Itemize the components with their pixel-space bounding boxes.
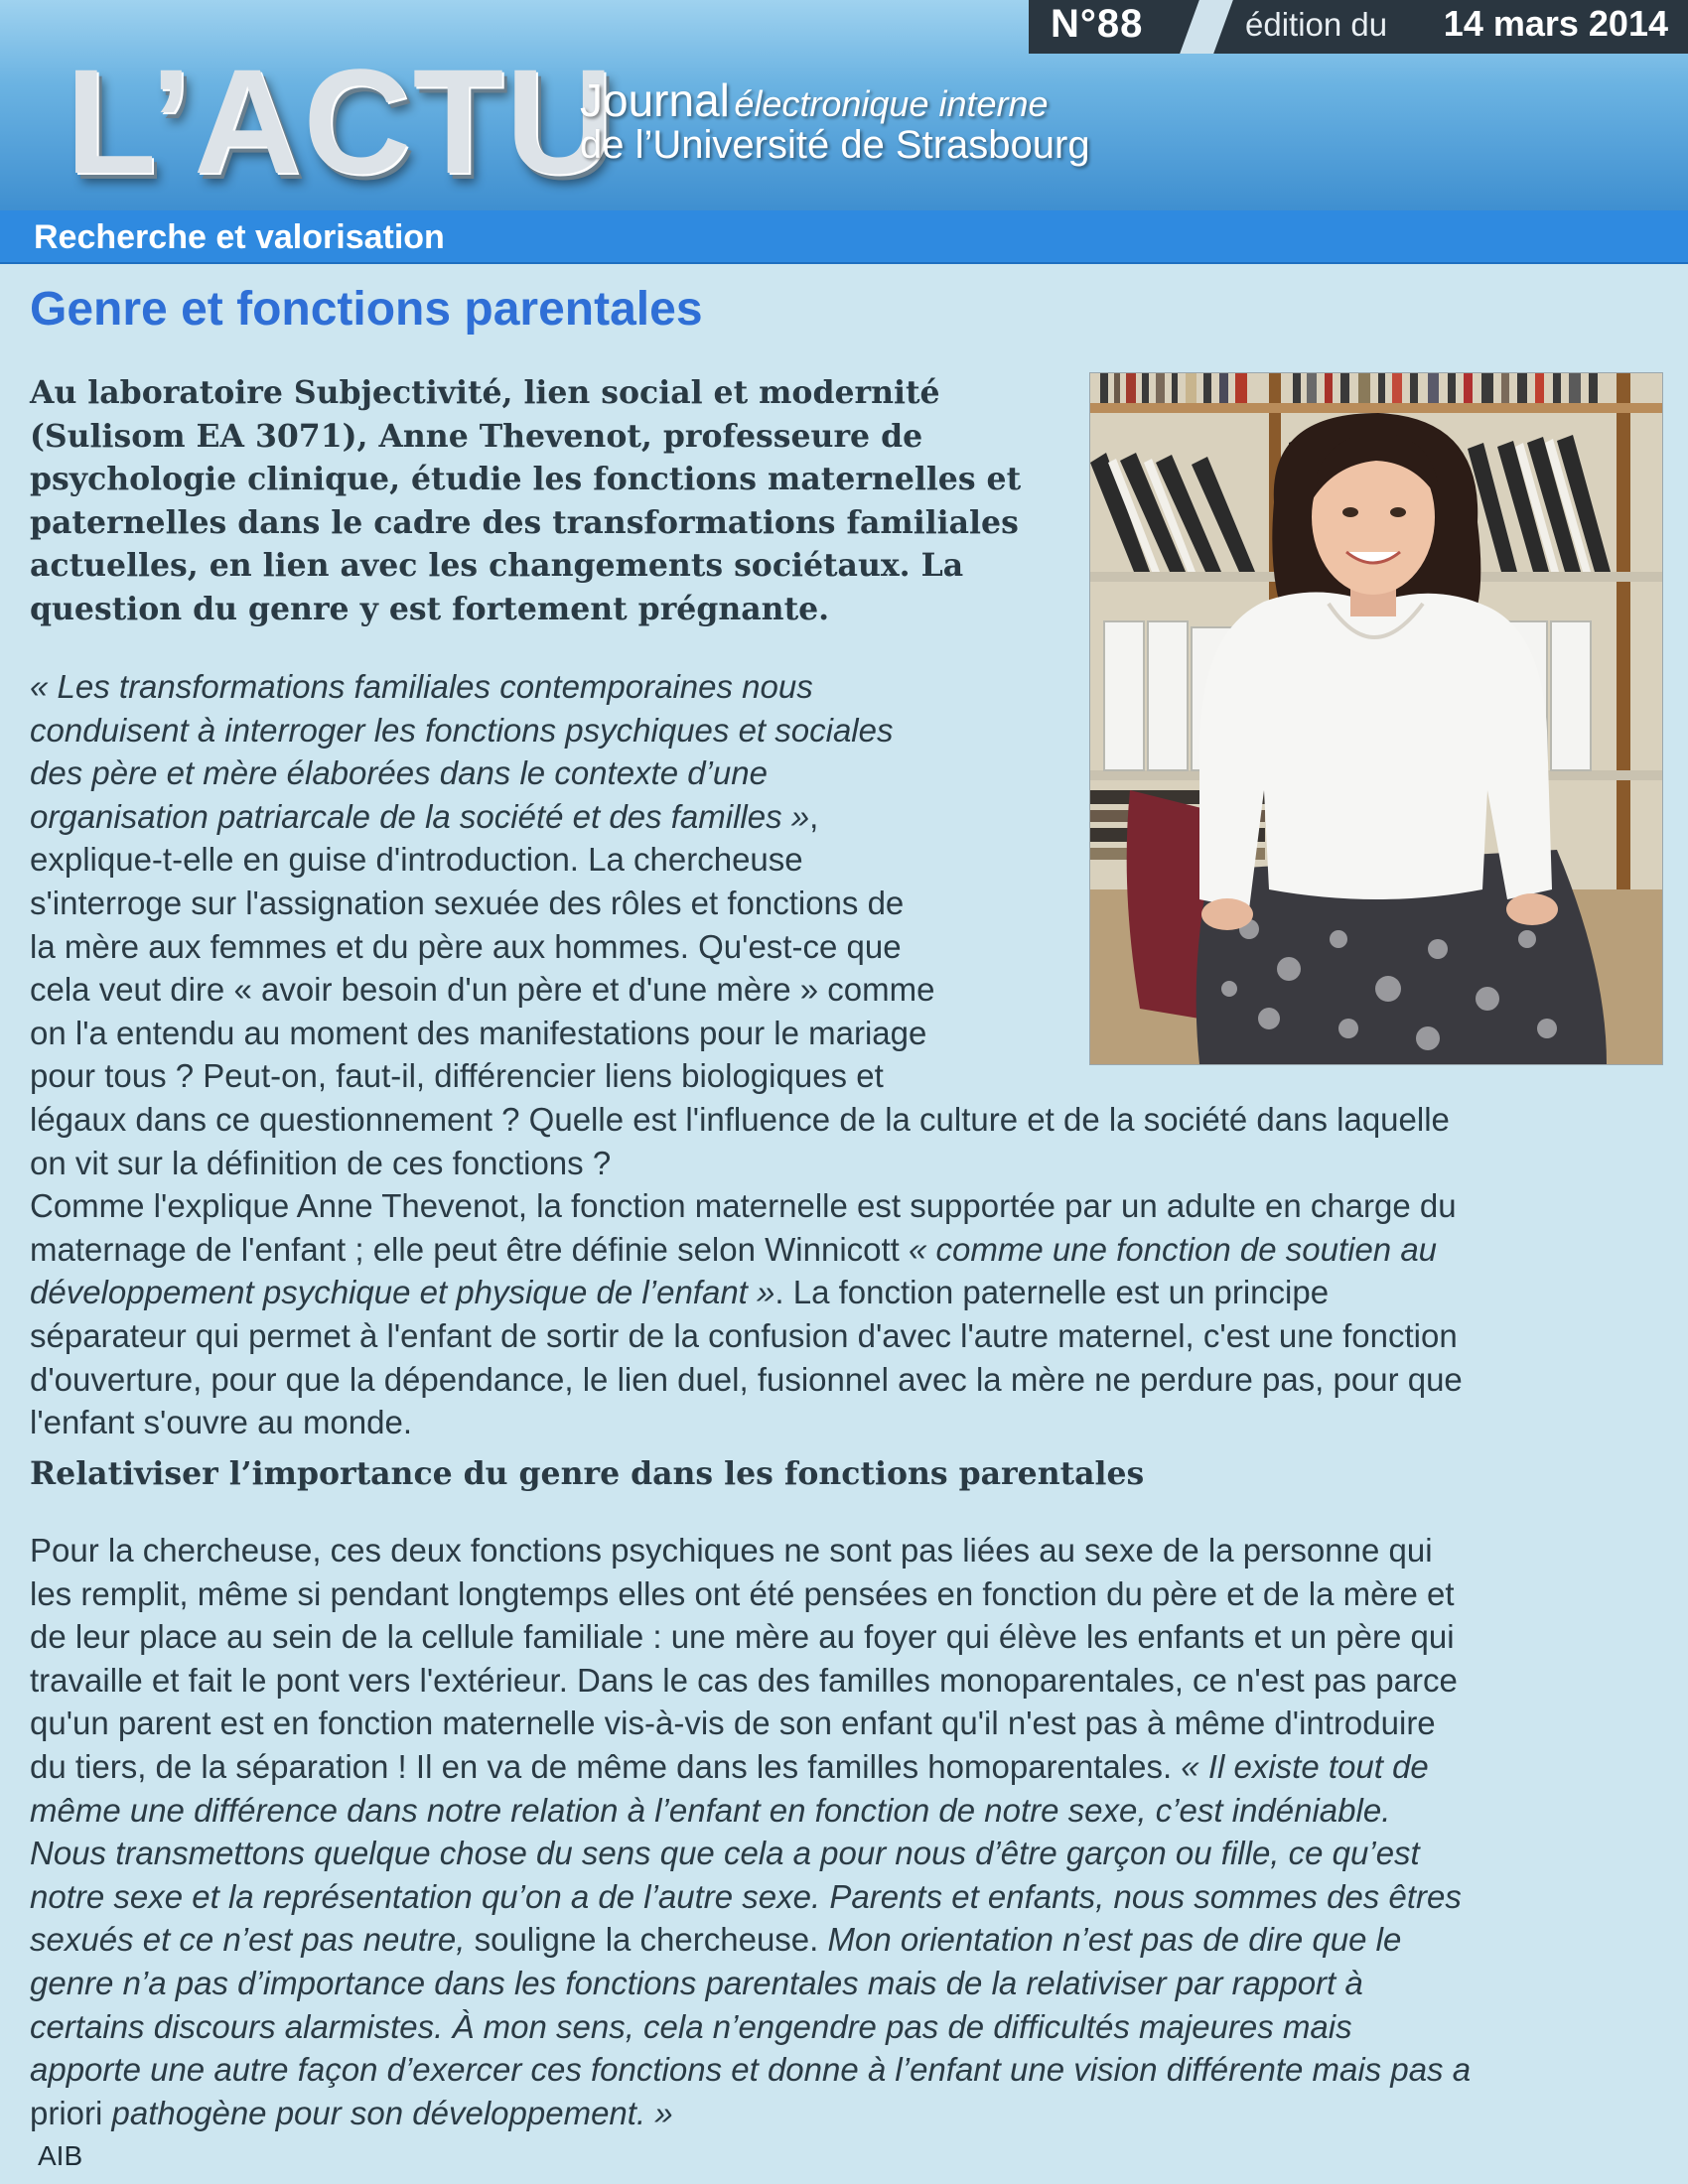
text-line: genre n’a pas d’importance dans les fonctions parentales mais de la relativiser par rapport à	[30, 1964, 1363, 2001]
edition-bar	[1029, 0, 1688, 54]
text-line: qu'un parent est en fonction maternelle vis-à-vis de son enfant qu'il n'est pas à même d'introduire	[30, 1705, 1436, 1742]
article-title: Genre et fonctions parentales	[30, 283, 703, 336]
text-line	[30, 1745, 1471, 1789]
text-line: de leur place au sein de la cellule familiale : une mère au foyer qui élève les enfants et un père qui	[30, 1618, 1455, 1656]
issue-number: N°88	[1051, 2, 1144, 46]
text-line: travaille et fait le pont vers l'extérieur. Dans le cas des familles monoparentales, ce n'est pas parce	[30, 1661, 1458, 1699]
text-line: l'enfant s'ouvre au monde.	[30, 1404, 413, 1441]
masthead	[0, 0, 1688, 210]
text-fragment: du tiers, de la séparation ! Il en va de même dans les familles homoparentales.	[30, 1747, 1182, 1785]
article-paragraph-1	[30, 665, 1463, 1444]
text-line: d'ouverture, pour que la dépendance, le lien duel, fusionnel avec la mère ne perdure pas, pour que	[30, 1360, 1463, 1398]
journal-tagline	[580, 73, 1049, 127]
text-line: même une différence dans notre relation à l’enfant en fonction de notre sexe, c’est indéniable.	[30, 1791, 1391, 1829]
text-line: la mère aux femmes et du père aux hommes. Qu'est-ce que	[30, 927, 902, 965]
logo: L’ACTU	[66, 38, 616, 205]
text-line	[30, 1228, 1463, 1272]
text-line: « Les transformations familiales contemporaines nous	[30, 668, 813, 705]
journal-subtitle: électronique interne	[734, 83, 1049, 124]
text-line: cela veut dire « avoir besoin d'un père et d'une mère » comme	[30, 971, 935, 1009]
text-fragment: . La fonction paternelle est un principe	[774, 1274, 1330, 1311]
section-bar	[0, 210, 1688, 264]
text-line: séparateur qui permet à l'enfant de sortir de la confusion d'avec l'autre maternel, c'est une fonction	[30, 1316, 1458, 1354]
quote-fragment: sexués et ce n’est pas neutre,	[30, 1921, 466, 1959]
quote-fragment: « comme une fonction de soutien au	[909, 1230, 1438, 1268]
quote-fragment: organisation patriarcale de la société et des familles »	[30, 797, 810, 835]
text-line: apporte une autre façon d’exercer ces fonctions et donne à l’enfant une vision différente mais pas a	[30, 2051, 1472, 2089]
quote-fragment: Mon orientation n’est pas de dire que le	[827, 1921, 1402, 1959]
quote-fragment: développement psychique et physique de l’enfant »	[30, 1274, 775, 1311]
text-line: notre sexe et la représentation qu’on a de l’autre sexe. Parents et enfants, nous sommes des êtres	[30, 1877, 1462, 1915]
text-line: s'interroge sur l'assignation sexuée des rôles et fonctions de	[30, 884, 905, 921]
text-line: on l'a entendu au moment des manifestations pour le mariage	[30, 1014, 927, 1051]
journal-university: de l’Université de Strasbourg	[580, 123, 1090, 167]
text-fragment: souligne la chercheuse.	[465, 1921, 828, 1959]
text-line: pour tous ? Peut-on, faut-il, différencier liens biologiques et	[30, 1057, 884, 1095]
text-line: Nous transmettons quelque chose du sens que cela a pour nous d’être garçon ou fille, ce qu’est	[30, 1835, 1420, 1872]
text-line	[30, 1271, 1463, 1314]
article-subheading: Relativiser l’importance du genre dans les fonctions parentales	[30, 1455, 1145, 1492]
text-line: des père et mère élaborées dans le contexte d’une	[30, 754, 768, 792]
text-fragment: priori	[30, 2094, 112, 2131]
article-intro: Au laboratoire Subjectivité, lien social et modernité (Sulisom EA 3071), Anne Thevenot, professeure de psychologie clinique, étudie les fonctions maternelles et paternelles dans le cadre des transformations familiales actuelles, en lien avec les changements sociétaux. La question du genre y est fortement prégnante.	[30, 374, 1022, 627]
text-line	[30, 795, 1463, 839]
article-paragraph-3	[30, 1529, 1471, 2134]
author-credit: AIB	[38, 2140, 83, 2171]
text-line: explique-t-elle en guise d'introduction. La chercheuse	[30, 841, 803, 879]
section-label: Recherche et valorisation	[34, 218, 445, 256]
text-line: conduisent à interroger les fonctions psychiques et sociales	[30, 711, 894, 749]
text-fragment: ,	[809, 797, 819, 835]
text-line: on vit sur la définition de ces fonctions ?	[30, 1144, 612, 1181]
edition-bar-divider	[1180, 0, 1233, 54]
text-line: Pour la chercheuse, ces deux fonctions psychiques ne sont pas liées au sexe de la personne qui	[30, 1532, 1433, 1569]
text-line: légaux dans ce questionnement ? Quelle est l'influence de la culture et de la société dans laquelle	[30, 1100, 1450, 1138]
text-line: certains discours alarmistes. À mon sens, cela n’engendre pas de difficultés majeures mais	[30, 2007, 1352, 2045]
journal-word: Journal	[580, 74, 730, 126]
edition-prefix: édition du	[1245, 6, 1388, 43]
text-fragment: maternage de l'enfant ; elle peut être définie selon Winnicott	[30, 1230, 910, 1268]
text-line: Comme l'explique Anne Thevenot, la fonction maternelle est supportée par un adulte en charge du	[30, 1187, 1457, 1225]
text-line: les remplit, même si pendant longtemps elles ont été pensées en fonction du père et de la mère et	[30, 1574, 1455, 1612]
edition-date: 14 mars 2014	[1443, 3, 1668, 44]
quote-fragment: « Il existe tout de	[1181, 1747, 1429, 1785]
quote-fragment: pathogène pour son développement. »	[111, 2094, 673, 2131]
text-line	[30, 2092, 1471, 2135]
text-line	[30, 1918, 1471, 1962]
